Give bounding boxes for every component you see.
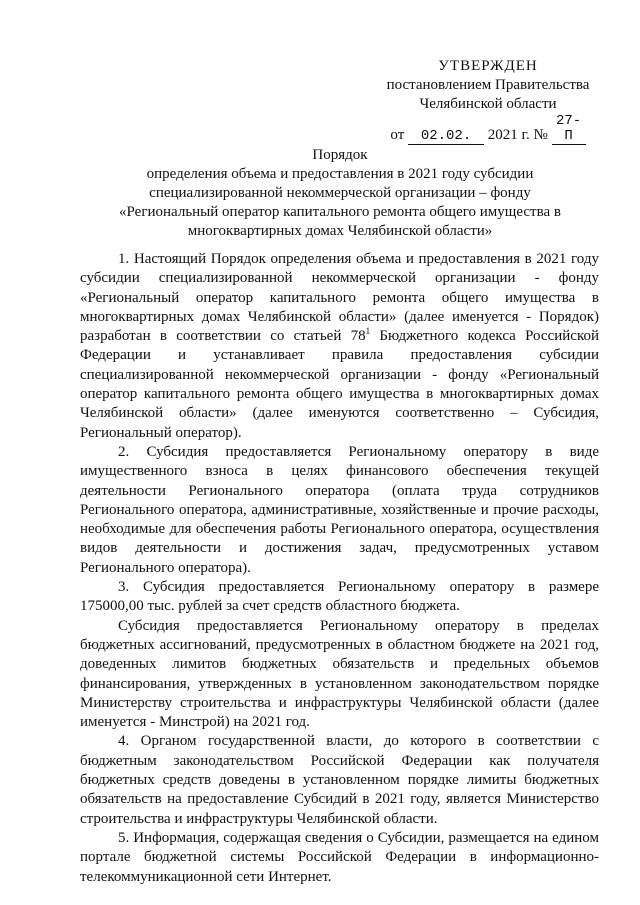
date-year: 2021 г. № [487, 127, 548, 143]
paragraph-1-part-a: 1. Настоящий Порядок определения объема и предоставления в 2021 году субсидии специализированной некоммерческой организации - фонду «Региональный оператор капитального ремонта общего имущества в многоквартирных домах Челябинской области» (далее именуется - Порядок) разработан в соответствии со статьей 78 [80, 251, 599, 345]
paragraph-1-part-b: Бюджетного кодекса Российской Федерации и устанавливает правила предоставления субсидии специализированной некоммерческой организации - фонду «Региональный оператор капитального ремонта общего имущества в многоквартирных домах Челябинской области» (далее именуются соответственно – Субсидия, Региональный оператор). [80, 328, 600, 441]
approval-line-1: постановлением Правительства [386, 77, 590, 93]
approval-line-2: Челябинской области [419, 96, 557, 112]
paragraph-3b: Субсидия предоставляется Региональному оператору в пределах бюджетных ассигнований, предусмотренных в областном бюджете на 2021 год, доведенных лимитов бюджетных обязательств и предельных объемов финансирования, утвержденных в установленном законодательством порядке Министерству строительства и инфраструктуры Челябинской области (далее именуется - Минстрой) на 2021 год. [80, 617, 599, 731]
paragraph-1 [80, 250, 599, 443]
approval-stamp [378, 57, 598, 145]
title-line-2: специализированной некоммерческой организации – фонду [149, 185, 531, 201]
paragraph-5: 5. Информация, содержащая сведения о Субсидии, размещается на едином портале бюджетной системы Российской Федерации в информационно-телекоммуникационной сети Интернет. [80, 829, 599, 885]
article-superscript: 1 [365, 326, 371, 337]
title-heading: Порядок [312, 147, 368, 163]
paragraph-3: 3. Субсидия предоставляется Региональному оператору в размере 175000,00 тыс. рублей за счет средств областного бюджета. [80, 579, 599, 615]
approved-heading: УТВЕРЖДЕН [438, 58, 538, 74]
document-body [80, 250, 599, 887]
paragraph-4: 4. Органом государственной власти, до которого в соответствии с бюджетным законодательством Российской Федерации как получателя бюджетных средств доведены в установленном порядке лимиты бюджетных обязательств на предоставление Субсидий в 2021 году, является Министерство строительства и инфраструктуры Челябинской области. [80, 733, 599, 827]
date-value: 02.02. [408, 129, 484, 145]
document-number: 27-П [552, 114, 586, 145]
document-title [80, 146, 600, 241]
date-prefix: от [390, 127, 405, 143]
title-line-1: определения объема и предоставления в 2021 году субсидии [146, 166, 534, 182]
title-line-3: «Региональный оператор капитального ремонта общего имущества в [119, 204, 561, 220]
approval-date-line [378, 114, 598, 145]
title-line-4: многоквартирных домах Челябинской области» [187, 223, 493, 239]
paragraph-2: 2. Субсидия предоставляется Региональному оператору в виде имущественного взноса в целях финансового обеспечения текущей деятельности Регионального оператора (оплата труда сотрудников Регионального оператора, административные, хозяйственные и прочие расходы, необходимые для обеспечения работы Регионального оператора, осуществления видов деятельности и достижения задач, предусмотренных уставом Регионального оператора). [80, 443, 599, 576]
